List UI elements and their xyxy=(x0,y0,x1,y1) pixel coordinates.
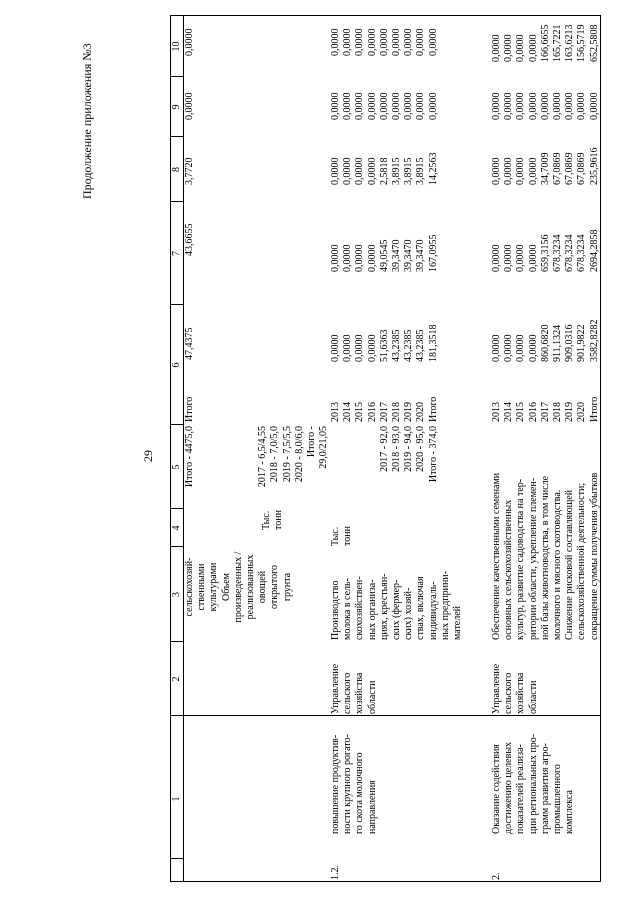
rotated-page xyxy=(75,16,605,882)
row1-year: 2013 2014 2015 2016 2017 2018 2019 2020 Итого xyxy=(330,396,439,422)
row0-unit: Тыс. тонн xyxy=(261,510,285,530)
column-header-10: 10 xyxy=(171,41,182,52)
column-header-5: 5 xyxy=(171,464,182,470)
row0-value-9: 0,0000 xyxy=(184,92,195,120)
row1-value-10: 0,0000 0,0000 0,0000 0,0000 0,0000 0,0000 0,0000 0,0000 0,0000 xyxy=(330,28,439,56)
row1-indicator: Производство молока в сель- скохозяйствен- ных организа- циях, крестьян- ских (фермер- ских) хозяй- ствах, включая индивидуаль- ных предприни- мателей xyxy=(330,570,464,640)
column-header-9: 9 xyxy=(171,104,182,110)
continuation-title: Продолжение приложения №3 xyxy=(80,43,94,199)
row1-target: 2017 - 92,0 2018 - 93,0 2019 - 94,0 2020 - 95,0 Итого - 374,0 xyxy=(378,426,439,483)
column-header-3: 3 xyxy=(171,592,182,597)
col-line xyxy=(170,715,601,716)
row0-value-6: 47,4375 xyxy=(184,327,195,360)
table-bottom-border xyxy=(600,16,601,882)
row1-value-9: 0,0000 0,0000 0,0000 0,0000 0,0000 0,0000 0,0000 0,0000 0,0000 xyxy=(330,92,439,120)
row2-name: Оказание содействия достижению целевых показателей реализа- ции региональных про- грамм развития агро- промышленного комплекса xyxy=(491,733,576,834)
row2-value-10: 0,0000 0,0000 0,0000 0,0000 166,6655 165,7221 163,6213 156,5719 652,5808 xyxy=(491,24,600,62)
row2-indicator: Обеспечение качественными семенами основных сельскохозяйственных культур, развитие садоводства на тер- ритории области, укрепление племен- ной базы животноводства, в том числе молочного и мясного скотоводства. Снижение рисковой составляющей сельскохозяйственной деятельности; сокращение суммы получения убытков xyxy=(491,472,600,640)
row2-value-8: 0,0000 0,0000 0,0000 0,0000 34,7009 67,0869 67,0869 67,0869 235,9616 xyxy=(491,147,600,185)
page-number: 29 xyxy=(141,450,155,462)
column-header-1: 1 xyxy=(171,796,182,802)
row2-year: 2013 2014 2015 2016 2017 2018 2019 2020 Итого xyxy=(491,396,600,422)
row1-value-7: 0,0000 0,0000 0,0000 0,0000 49,0545 39,3470 39,3470 39,3470 167,0955 xyxy=(330,234,439,272)
row0-indicator: сельскохозяй- ственными культурами Объем произведенных / реализованных овощей открытого грунта xyxy=(184,551,293,623)
col-line xyxy=(170,15,601,16)
row1-unit: Тыс. тонн xyxy=(330,526,354,546)
row0-value-10: 0,0000 xyxy=(184,28,195,56)
row1-value-6: 0,0000 0,0000 0,0000 0,0000 51,6363 43,2385 43,2385 43,2385 181,3518 xyxy=(330,324,439,362)
row0-target: Итого - 4475,0 2017 - 6,5/4,55 2018 - 7,0/5,0 2019 - 7,5/5,5 2020 - 8,0/6,0 Итого - 29,0/21,05 xyxy=(184,426,330,488)
column-header-2: 2 xyxy=(171,676,182,682)
row2-value-9: 0,0000 0,0000 0,0000 0,0000 0,0000 0,0000 0,0000 0,0000 0,0000 xyxy=(491,92,600,120)
row1-name: повышение продуктив- ности крупного рогато- го скота молочного направления xyxy=(330,734,378,834)
column-header-7: 7 xyxy=(171,251,182,256)
col-line xyxy=(170,881,601,882)
row2-executor: Управление сельского хозяйства области xyxy=(491,663,539,714)
row1-executor: Управление сельского хозяйства области xyxy=(330,663,378,714)
row2-number: 2. xyxy=(491,872,502,880)
column-header-6: 6 xyxy=(171,362,182,368)
row0-value-8: 3,7720 xyxy=(184,157,195,185)
column-header-4: 4 xyxy=(171,525,182,531)
row0-value-7: 43,6655 xyxy=(184,223,195,256)
row1-value-8: 0,0000 0,0000 0,0000 0,0000 2,5818 3,8915 3,8915 3,8915 14,2563 xyxy=(330,152,439,185)
row0-year: Итого xyxy=(184,396,195,422)
row1-number: 1.2. xyxy=(330,865,341,880)
row2-value-7: 0,0000 0,0000 0,0000 0,0000 659,3156 678,3234 678,3234 678,3234 2694,2858 xyxy=(491,229,600,272)
column-header-8: 8 xyxy=(171,167,182,172)
row2-value-6: 0,0000 0,0000 0,0000 0,0000 860,6820 911,1324 909,0316 901,9822 3582,8282 xyxy=(491,319,600,362)
